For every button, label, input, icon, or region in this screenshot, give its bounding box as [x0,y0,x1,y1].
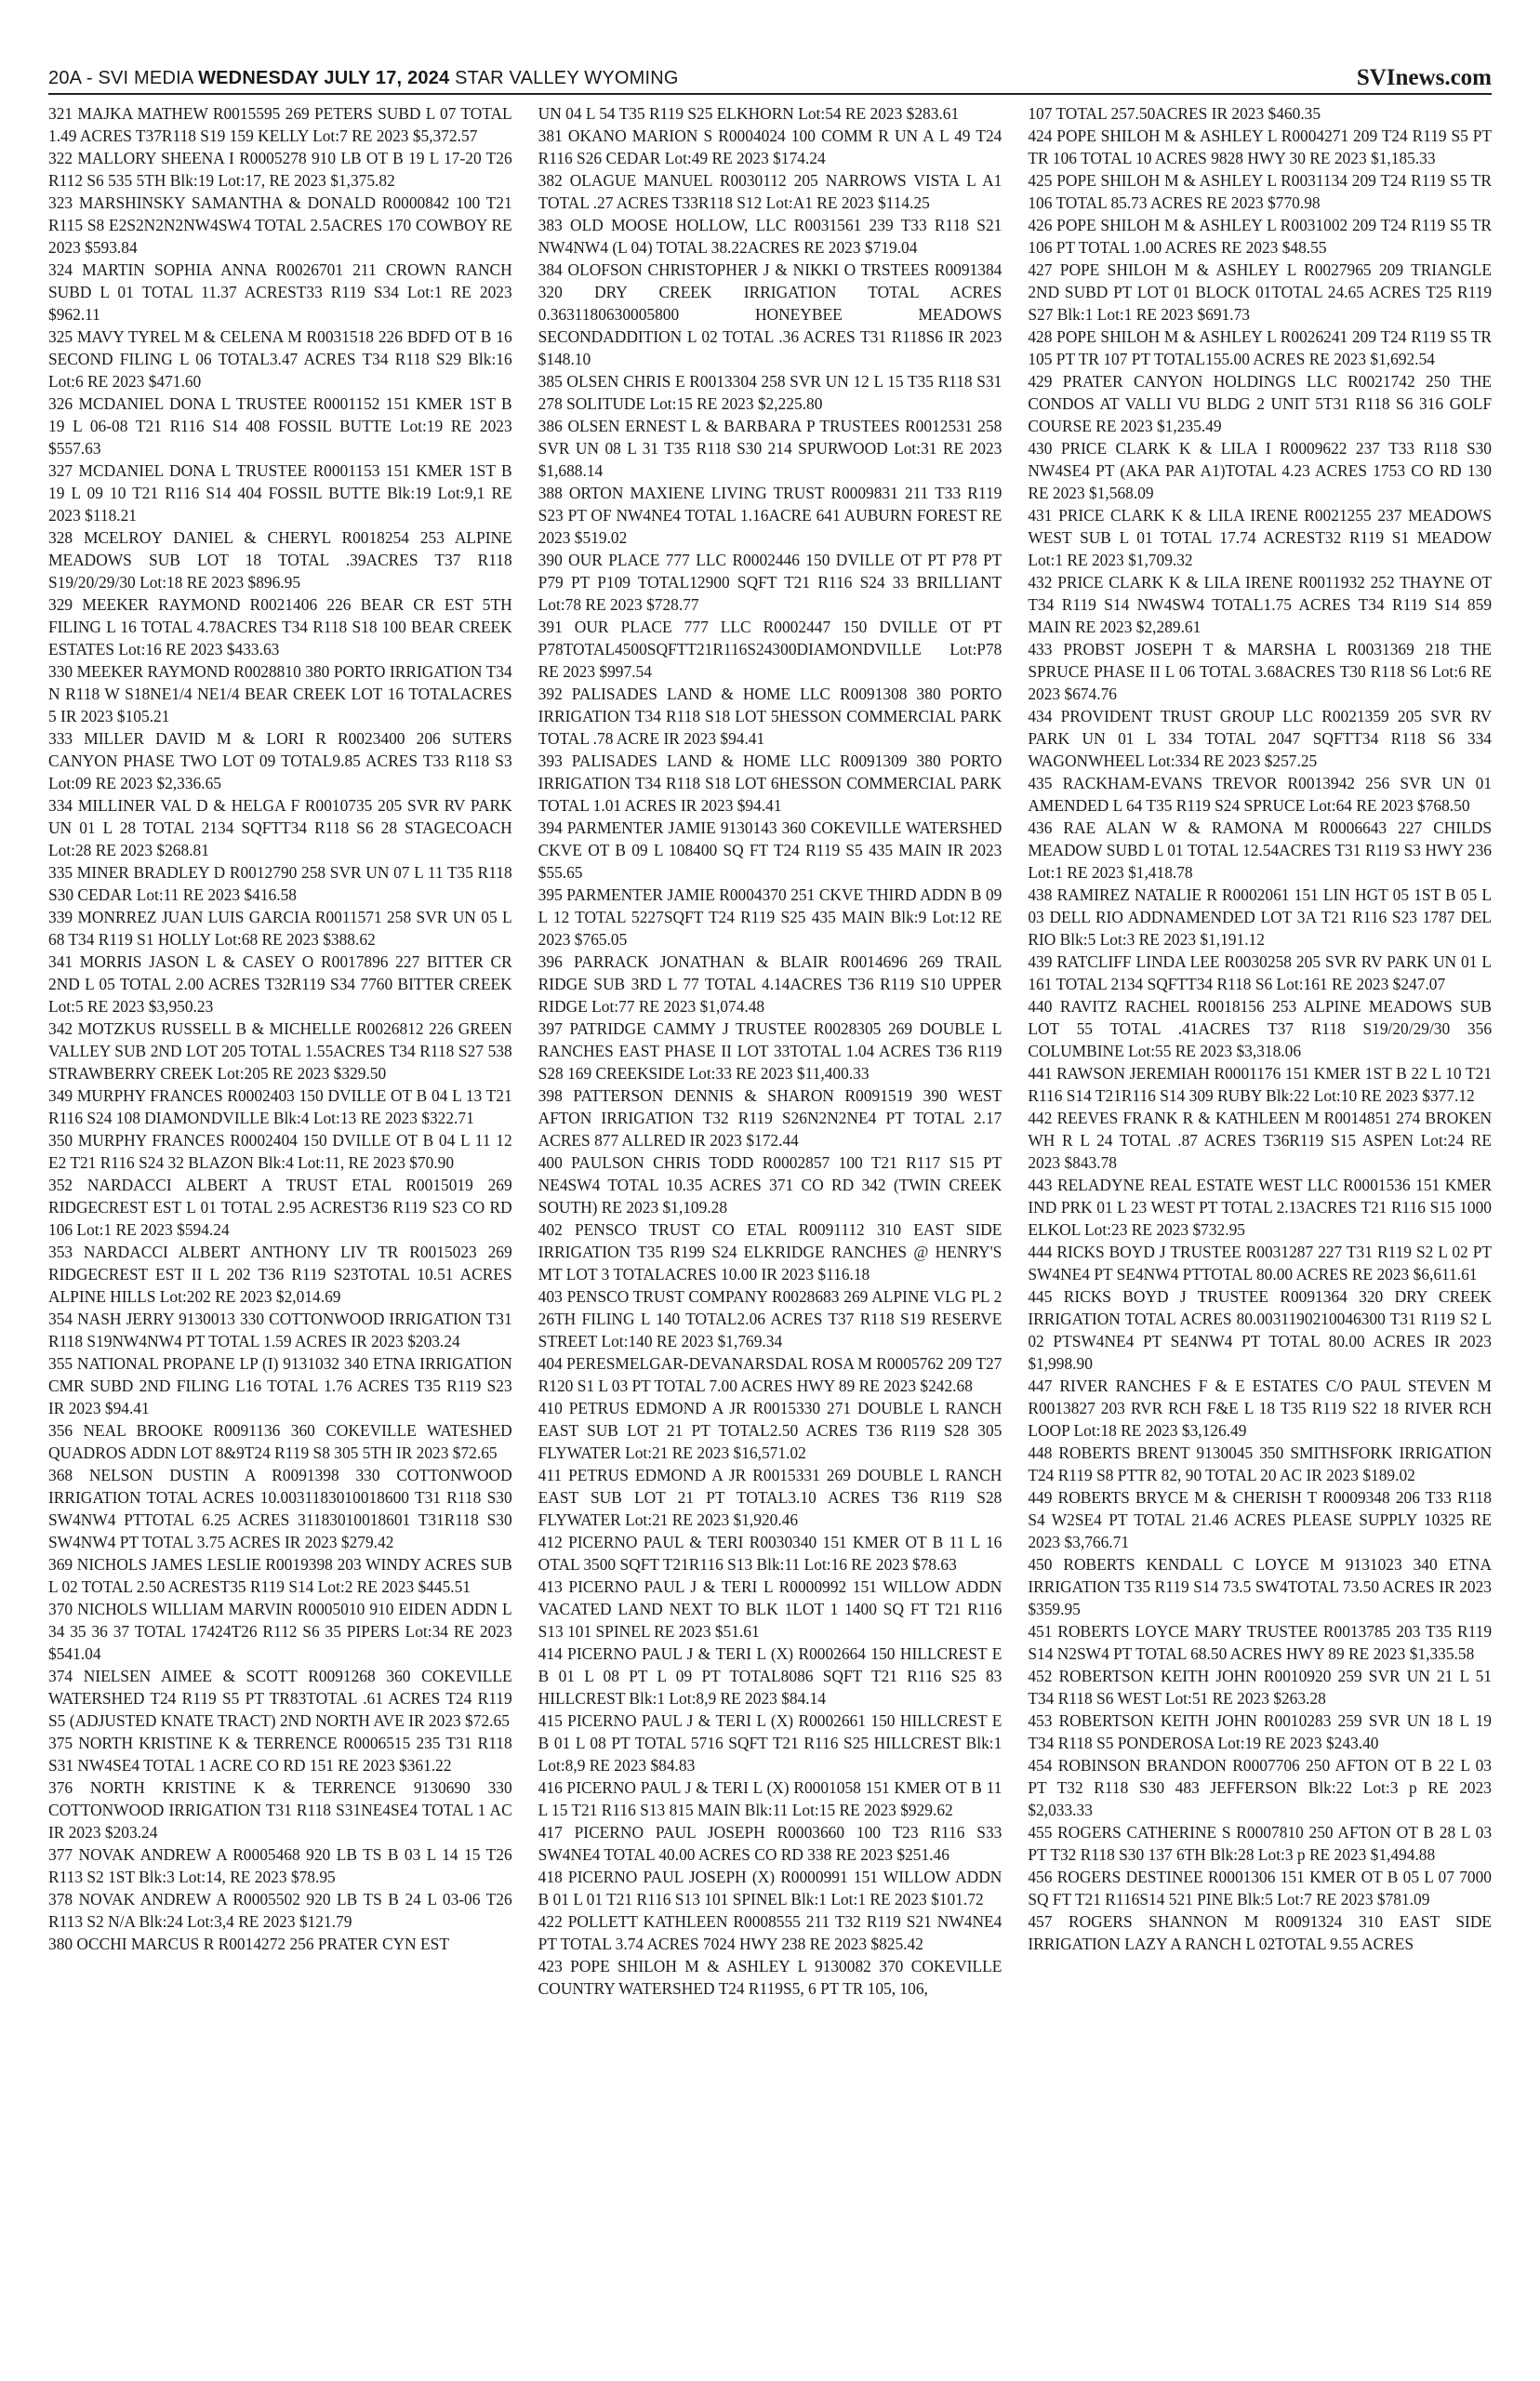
tax-listing-entry: 457 ROGERS SHANNON M R0091324 310 EAST SIDE IRRIGATION LAZY A RANCH L 02TOTAL 9.55 ACRES [1028,1912,1492,1953]
tax-listing-entry: 384 OLOFSON CHRISTOPHER J & NIKKI O TRSTEES R0091384 320 DRY CREEK IRRIGATION TOTAL ACRES 0.3631180630005800 HONEYBEE MEADOWS SECONDADDITION L 02 TOTAL .36 ACRES T31 R118S6 IR 2023 $148.10 [538,260,1002,368]
tax-listing-entry: 410 PETRUS EDMOND A JR R0015330 271 DOUBLE L RANCH EAST SUB LOT 21 PT TOTAL2.50 ACRES T36 R119 S28 305 FLYWATER Lot:21 RE 2023 $16,571.02 [538,1399,1002,1462]
tax-listing-entry: 455 ROGERS CATHERINE S R0007810 250 AFTON OT B 28 L 03 PT T32 R118 S30 137 6TH Blk:28 Lot:3 p RE 2023 $1,494.88 [1028,1823,1492,1864]
tax-listing-entry: 424 POPE SHILOH M & ASHLEY L R0004271 209 T24 R119 S5 PT TR 106 TOTAL 10 ACRES 9828 HWY 30 RE 2023 $1,185.33 [1028,126,1492,167]
tax-listing-entry: 442 REEVES FRANK R & KATHLEEN M R0014851 274 BROKEN WH R L 24 TOTAL .87 ACRES T36R119 S15 ASPEN Lot:24 RE 2023 $843.78 [1028,1109,1492,1172]
tax-listing-entry: 395 PARMENTER JAMIE R0004370 251 CKVE THIRD ADDN B 09 L 12 TOTAL 5227SQFT T24 R119 S25 435 MAIN Blk:9 Lot:12 RE 2023 $765.05 [538,885,1002,949]
issue-date: WEDNESDAY JULY 17, 2024 [198,68,450,88]
tax-listing-entry: 370 NICHOLS WILLIAM MARVIN R0005010 910 EIDEN ADDN L 34 35 36 37 TOTAL 17424T26 R112 S6 35 PIPERS Lot:34 RE 2023 $541.04 [48,1600,512,1663]
tax-listing-entry: 413 PICERNO PAUL J & TERI L R0000992 151 WILLOW ADDN VACATED LAND NEXT TO BLK 1LOT 1 1400 SQ FT T21 R116 S13 101 SPINEL RE 2023 $51.61 [538,1577,1002,1641]
tax-listing-entry: 376 NORTH KRISTINE K & TERRENCE 9130690 330 COTTONWOOD IRRIGATION T31 R118 S31NE4SE4 TOTAL 1 AC IR 2023 $203.24 [48,1778,512,1842]
tax-listing-entry: 369 NICHOLS JAMES LESLIE R0019398 203 WINDY ACRES SUB L 02 TOTAL 2.50 ACREST35 R119 S14 Lot:2 RE 2023 $445.51 [48,1555,512,1596]
tax-listing-entry: 334 MILLINER VAL D & HELGA F R0010735 205 SVR RV PARK UN 01 L 28 TOTAL 2134 SQFTT34 R118 S6 28 STAGECOACH Lot:28 RE 2023 $268.81 [48,796,512,859]
tax-listing-entry: 377 NOVAK ANDREW A R0005468 920 LB TS B 03 L 14 15 T26 R113 S2 1ST Blk:3 Lot:14, RE 2023 $78.95 [48,1845,512,1886]
tax-listing-entry: 425 POPE SHILOH M & ASHLEY L R0031134 209 T24 R119 S5 TR 106 TOTAL 85.73 ACRES RE 2023 $770.98 [1028,171,1492,212]
tax-listing-entry: 339 MONRREZ JUAN LUIS GARCIA R0011571 258 SVR UN 05 L 68 T34 R119 S1 HOLLY Lot:68 RE 2023 $388.62 [48,908,512,949]
tax-listing-entry: 349 MURPHY FRANCES R0002403 150 DVILLE OT B 04 L 13 T21 R116 S24 108 DIAMONDVILLE Blk:4 Lot:13 RE 2023 $322.71 [48,1086,512,1127]
tax-listing-entry: 438 RAMIREZ NATALIE R R0002061 151 LIN HGT 05 1ST B 05 L 03 DELL RIO ADDNAMENDED LOT 3A T21 R116 S23 1787 DEL RIO Blk:5 Lot:3 RE 2023 $1,191.12 [1028,885,1492,949]
tax-listing-entry: 322 MALLORY SHEENA I R0005278 910 LB OT B 19 L 17-20 T26 R112 S6 535 5TH Blk:19 Lot:17, RE 2023 $1,375.82 [48,149,512,190]
tax-listing-entry: 454 ROBINSON BRANDON R0007706 250 AFTON OT B 22 L 03 PT T32 R118 S30 483 JEFFERSON Blk:22 Lot:3 p RE 2023 $2,033.33 [1028,1756,1492,1819]
tax-listing-entry: 382 OLAGUE MANUEL R0030112 205 NARROWS VISTA L A1 TOTAL .27 ACRES T33R118 S12 Lot:A1 RE 2023 $114.25 [538,171,1002,212]
tax-listing-entry: 428 POPE SHILOH M & ASHLEY L R0026241 209 T24 R119 S5 TR 105 PT TR 107 PT TOTAL155.00 ACRES RE 2023 $1,692.54 [1028,327,1492,368]
tax-listing-entry: 432 PRICE CLARK K & LILA IRENE R0011932 252 THAYNE OT T34 R119 S14 NW4SW4 TOTAL1.75 ACRES T34 R119 S14 859 MAIN RE 2023 $2,289.61 [1028,573,1492,636]
section-label: 20A - SVI MEDIA [48,68,193,88]
tax-listing-entry: 378 NOVAK ANDREW A R0005502 920 LB TS B 24 L 03-06 T26 R113 S2 N/A Blk:24 Lot:3,4 RE 2023 $121.79 [48,1890,512,1931]
tax-listing-entry: 426 POPE SHILOH M & ASHLEY L R0031002 209 T24 R119 S5 TR 106 PT TOTAL 1.00 ACRES RE 2023 $48.55 [1028,216,1492,257]
tax-listing-entry: 444 RICKS BOYD J TRUSTEE R0031287 227 T31 R119 S2 L 02 PT SW4NE4 PT SE4NW4 PTTOTAL 80.00 ACRES RE 2023 $6,611.61 [1028,1243,1492,1284]
tax-listing-entry: 417 PICERNO PAUL JOSEPH R0003660 100 T23 R116 S33 SW4NE4 TOTAL 40.00 ACRES CO RD 338 RE 2023 $251.46 [538,1823,1002,1864]
tax-listing-entry: 423 POPE SHILOH M & ASHLEY L 9130082 370 COKEVILLE COUNTRY WATERSHED T24 R119S5, 6 PT TR 105, 106, [538,1957,1002,1998]
tax-listing-entry: 404 PERESMELGAR-DEVANARSDAL ROSA M R0005762 209 T27 R120 S1 L 03 PT TOTAL 7.00 ACRES HWY 89 RE 2023 $242.68 [538,1354,1002,1395]
tax-listing-entry: 329 MEEKER RAYMOND R0021406 226 BEAR CR EST 5TH FILING L 16 TOTAL 4.78ACRES T34 R118 S18 100 BEAR CREEK ESTATES Lot:16 RE 2023 $433.63 [48,595,512,658]
tax-listing-entry: 414 PICERNO PAUL J & TERI L (X) R0002664 150 HILLCREST E B 01 L 08 PT L 09 PT TOTAL8086 SQFT T21 R116 S25 83 HILLCREST Blk:1 Lot:8,9 RE 2023 $84.14 [538,1644,1002,1708]
tax-listing-entry: 443 RELADYNE REAL ESTATE WEST LLC R0001536 151 KMER IND PRK 01 L 23 WEST PT TOTAL 2.13ACRES T21 R116 S15 1000 ELKOL Lot:23 RE 2023 $732.95 [1028,1176,1492,1239]
tax-listing-entry: 327 MCDANIEL DONA L TRUSTEE R0001153 151 KMER 1ST B 19 L 09 10 T21 R116 S14 404 FOSSIL BUTTE Blk:19 Lot:9,1 RE 2023 $118.21 [48,461,512,525]
tax-listing-entry: 422 POLLETT KATHLEEN R0008555 211 T32 R119 S21 NW4NE4 PT TOTAL 3.74 ACRES 7024 HWY 238 RE 2023 $825.42 [538,1912,1002,1953]
header-left [48,68,679,93]
tax-listing-entry: 341 MORRIS JASON L & CASEY O R0017896 227 BITTER CR 2ND L 05 TOTAL 2.00 ACRES T32R119 S34 7760 BITTER CREEK Lot:5 RE 2023 $3,950.23 [48,952,512,1016]
page-header [48,61,1492,95]
tax-listing-entry: 411 PETRUS EDMOND A JR R0015331 269 DOUBLE L RANCH EAST SUB LOT 21 PT TOTAL3.10 ACRES T36 R119 S28 FLYWATER Lot:21 RE 2023 $1,920.46 [538,1466,1002,1529]
tax-listing-entry: 430 PRICE CLARK K & LILA I R0009622 237 T33 R118 S30 NW4SE4 PT (AKA PAR A1)TOTAL 4.23 ACRES 1753 CO RD 130 RE 2023 $1,568.09 [1028,439,1492,502]
tax-listing-entry: 321 MAJKA MATHEW R0015595 269 PETERS SUBD L 07 TOTAL 1.49 ACRES T37R118 S19 159 KELLY Lot:7 RE 2023 $5,372.57 [48,104,512,145]
tax-listing-entry: UN 04 L 54 T35 R119 S25 ELKHORN Lot:54 RE 2023 $283.61 [538,104,960,123]
tax-listing-entry: 352 NARDACCI ALBERT A TRUST ETAL R0015019 269 RIDGECREST EST L 01 TOTAL 2.95 ACREST36 R119 S23 CO RD 106 Lot:1 RE 2023 $594.24 [48,1176,512,1239]
tax-listing-entry: 434 PROVIDENT TRUST GROUP LLC R0021359 205 SVR RV PARK UN 01 L 334 TOTAL 2047 SQFTT34 R118 S6 334 WAGONWHEEL Lot:334 RE 2023 $257.25 [1028,707,1492,770]
tax-listing-entry: 374 NIELSEN AIMEE & SCOTT R0091268 360 COKEVILLE WATERSHED T24 R119 S5 PT TR83TOTAL .61 ACRES T24 R119 S5 (ADJUSTED KNATE TRACT) 2ND NORTH AVE IR 2023 $72.65 [48,1667,512,1730]
tax-listing-entry: 368 NELSON DUSTIN A R0091398 330 COTTONWOOD IRRIGATION TOTAL ACRES 10.0031183010018600 T31 R118 S30 SW4NW4 PTTOTAL 6.25 ACRES 31183010018601 T31R118 S30 SW4NW4 PT TOTAL 3.75 ACRES IR 2023 $279.42 [48,1466,512,1551]
location-label: STAR VALLEY WYOMING [455,68,679,88]
tax-listing-entry: 354 NASH JERRY 9130013 330 COTTONWOOD IRRIGATION T31 R118 S19NW4NW4 PT TOTAL 1.59 ACRES IR 2023 $203.24 [48,1310,512,1350]
tax-listing-entry: 383 OLD MOOSE HOLLOW, LLC R0031561 239 T33 R118 S21 NW4NW4 (L 04) TOTAL 38.22ACRES RE 2023 $719.04 [538,216,1002,257]
tax-listing-entry: 326 MCDANIEL DONA L TRUSTEE R0001152 151 KMER 1ST B 19 L 06-08 T21 R116 S14 408 FOSSIL BUTTE Lot:19 RE 2023 $557.63 [48,394,512,458]
tax-listing-entry: 445 RICKS BOYD J TRUSTEE R0091364 320 DRY CREEK IRRIGATION TOTAL ACRES 80.0031190210046300 T31 R119 S2 L 02 PTSW4NE4 PT SE4NW4 PT TOTAL 80.00 ACRES IR 2023 $1,998.90 [1028,1287,1492,1373]
tax-listing-entry: 435 RACKHAM-EVANS TREVOR R0013942 256 SVR UN 01 AMENDED L 64 T35 R119 S24 SPRUCE Lot:64 RE 2023 $768.50 [1028,774,1492,815]
tax-listing-entry: 392 PALISADES LAND & HOME LLC R0091308 380 PORTO IRRIGATION T34 R118 S18 LOT 5HESSON COMMERCIAL PARK TOTAL .78 ACRE IR 2023 $94.41 [538,685,1002,748]
tax-listing-entry: 397 PATRIDGE CAMMY J TRUSTEE R0028305 269 DOUBLE L RANCHES EAST PHASE II LOT 33TOTAL 1.04 ACRES T36 R119 S28 169 CREEKSIDE Lot:33 RE 2023 $11,400.33 [538,1019,1002,1083]
tax-listing-entry: 452 ROBERTSON KEITH JOHN R0010920 259 SVR UN 21 L 51 T34 R118 S6 WEST Lot:51 RE 2023 $263.28 [1028,1667,1492,1708]
tax-listing-entry: 416 PICERNO PAUL J & TERI L (X) R0001058 151 KMER OT B 11 L 15 T21 R116 S13 815 MAIN Blk:11 Lot:15 RE 2023 $929.62 [538,1778,1002,1819]
tax-listing-entry: 418 PICERNO PAUL JOSEPH (X) R0000991 151 WILLOW ADDN B 01 L 01 T21 R116 S13 101 SPINEL Blk:1 Lot:1 RE 2023 $101.72 [538,1868,1002,1909]
site-name[interactable]: SVInews.com [1356,65,1492,90]
tax-listing-entry: 400 PAULSON CHRIS TODD R0002857 100 T21 R117 S15 PT NE4SW4 TOTAL 10.35 ACRES 371 CO RD 342 (TWIN CREEK SOUTH) RE 2023 $1,109.28 [538,1153,1002,1217]
tax-listing-entry: 453 ROBERTSON KEITH JOHN R0010283 259 SVR UN 18 L 19 T34 R118 S5 PONDEROSA Lot:19 RE 2023 $243.40 [1028,1711,1492,1752]
tax-listing-entry: 381 OKANO MARION S R0004024 100 COMM R UN A L 49 T24 R116 S26 CEDAR Lot:49 RE 2023 $174.24 [538,126,1002,167]
tax-listing-entry: 436 RAE ALAN W & RAMONA M R0006643 227 CHILDS MEADOW SUBD L 01 TOTAL 12.54ACRES T31 R119 S3 HWY 236 Lot:1 RE 2023 $1,418.78 [1028,818,1492,882]
tax-listing-entry: 403 PENSCO TRUST COMPANY R0028683 269 ALPINE VLG PL 2 26TH FILING L 140 TOTAL2.06 ACRES T37 R118 S19 RESERVE STREET Lot:140 RE 2023 $1,769.34 [538,1287,1002,1350]
tax-listing-entry: 390 OUR PLACE 777 LLC R0002446 150 DVILLE OT PT P78 PT P79 PT P109 TOTAL12900 SQFT T21 R116 S24 33 BRILLIANT Lot:78 RE 2023 $728.77 [538,551,1002,614]
tax-listing-entry: 325 MAVY TYREL M & CELENA M R0031518 226 BDFD OT B 16 SECOND FILING L 06 TOTAL3.47 ACRES T34 R118 S29 Blk:16 Lot:6 RE 2023 $471.60 [48,327,512,391]
tax-listing-entry: 412 PICERNO PAUL & TERI R0030340 151 KMER OT B 11 L 16 OTAL 3500 SQFT T21R116 S13 Blk:11 Lot:16 RE 2023 $78.63 [538,1533,1002,1574]
tax-listing-entry: 386 OLSEN ERNEST L & BARBARA P TRUSTEES R0012531 258 SVR UN 08 L 31 T35 R118 S30 214 SPURWOOD Lot:31 RE 2023 $1,688.14 [538,417,1002,480]
tax-listing-entry: 330 MEEKER RAYMOND R0028810 380 PORTO IRRIGATION T34 N R118 W S18NE1/4 NE1/4 BEAR CREEK LOT 16 TOTALACRES 5 IR 2023 $105.21 [48,662,512,725]
tax-listing-entry: 388 ORTON MAXIENE LIVING TRUST R0009831 211 T33 R119 S23 PT OF NW4NE4 TOTAL 1.16ACRE 641 AUBURN FOREST RE 2023 $519.02 [538,484,1002,547]
tax-listing-entry: 323 MARSHINSKY SAMANTHA & DONALD R0000842 100 T21 R115 S8 E2S2N2N2NW4SW4 TOTAL 2.5ACRES 170 COWBOY RE 2023 $593.84 [48,193,512,257]
tax-listing-entry: 450 ROBERTS KENDALL C LOYCE M 9131023 340 ETNA IRRIGATION T35 R119 S14 73.5 SW4TOTAL 73.50 ACRES IR 2023 $359.95 [1028,1555,1492,1618]
tax-listing-entry: 107 TOTAL 257.50ACRES IR 2023 $460.35 [1028,104,1321,123]
tax-listing-entry: 433 PROBST JOSEPH T & MARSHA L R0031369 218 THE SPRUCE PHASE II L 06 TOTAL 3.68ACRES T30 R118 S6 Lot:6 RE 2023 $674.76 [1028,640,1492,703]
tax-listing-entry: 427 POPE SHILOH M & ASHLEY L R0027965 209 TRIANGLE 2ND SUBD PT LOT 01 BLOCK 01TOTAL 24.65 ACRES T25 R119 S27 Blk:1 Lot:1 RE 2023 $691.73 [1028,260,1492,324]
tax-listing-entry: 324 MARTIN SOPHIA ANNA R0026701 211 CROWN RANCH SUBD L 01 TOTAL 11.37 ACREST33 R119 S34 Lot:1 RE 2023 $962.11 [48,260,512,324]
tax-listing-entry: 328 MCELROY DANIEL & CHERYL R0018254 253 ALPINE MEADOWS SUB LOT 18 TOTAL .39ACRES T37 R118 S19/20/29/30 Lot:18 RE 2023 $896.95 [48,528,512,592]
tax-listing-entry: 449 ROBERTS BRYCE M & CHERISH T R0009348 206 T33 R118 S4 W2SE4 PT TOTAL 21.46 ACRES PLEASE SUPPLY 10325 RE 2023 $3,766.71 [1028,1488,1492,1551]
tax-listing-entry: 335 MINER BRADLEY D R0012790 258 SVR UN 07 L 11 T35 R118 S30 CEDAR Lot:11 RE 2023 $416.58 [48,863,512,904]
tax-listing-entry: 431 PRICE CLARK K & LILA IRENE R0021255 237 MEADOWS WEST SUB L 01 TOTAL 17.74 ACREST32 R119 S1 MEADOW Lot:1 RE 2023 $1,709.32 [1028,506,1492,569]
tax-listing-entry: 393 PALISADES LAND & HOME LLC R0091309 380 PORTO IRRIGATION T34 R118 S18 LOT 6HESSON COMMERCIAL PARK TOTAL 1.01 ACRES IR 2023 $94.41 [538,752,1002,815]
tax-listing-entry: 385 OLSEN CHRIS E R0013304 258 SVR UN 12 L 15 T35 R118 S31 278 SOLITUDE Lot:15 RE 2023 $2,225.80 [538,372,1002,413]
tax-listing-entry: 333 MILLER DAVID M & LORI R R0023400 206 SUTERS CANYON PHASE TWO LOT 09 TOTAL9.85 ACRES T33 R118 S3 Lot:09 RE 2023 $2,336.65 [48,729,512,792]
tax-listing-entry: 355 NATIONAL PROPANE LP (I) 9131032 340 ETNA IRRIGATION CMR SUBD 2ND FILING L16 TOTAL 1.76 ACRES T35 R119 S23 IR 2023 $94.41 [48,1354,512,1417]
tax-listing-entry: 350 MURPHY FRANCES R0002404 150 DVILLE OT B 04 L 11 12 E2 T21 R116 S24 32 BLAZON Blk:4 Lot:11, RE 2023 $70.90 [48,1131,512,1172]
tax-listing-entry: 375 NORTH KRISTINE K & TERRENCE R0006515 235 T31 R118 S31 NW4SE4 TOTAL 1 ACRE CO RD 151 RE 2023 $361.22 [48,1734,512,1775]
tax-listing-entry: 447 RIVER RANCHES F & E ESTATES C/O PAUL STEVEN M R0013827 203 RVR RCH F&E L 18 T35 R119 S22 18 RIVER RCH LOOP Lot:18 RE 2023 $3,126.49 [1028,1377,1492,1440]
tax-listing-entry: 456 ROGERS DESTINEE R0001306 151 KMER OT B 05 L 07 7000 SQ FT T21 R116S14 521 PINE Blk:5 Lot:7 RE 2023 $781.09 [1028,1868,1492,1909]
tax-listing-entry: 440 RAVITZ RACHEL R0018156 253 ALPINE MEADOWS SUB LOT 55 TOTAL .41ACRES T37 R118 S19/20/29/30 356 COLUMBINE Lot:55 RE 2023 $3,318.06 [1028,997,1492,1060]
tax-listing-entry: 415 PICERNO PAUL J & TERI L (X) R0002661 150 HILLCREST E B 01 L 08 PT TOTAL 5716 SQFT T21 R116 S25 HILLCREST Blk:1 Lot:8,9 RE 2023 $84.83 [538,1711,1002,1775]
column-1 [48,102,512,2379]
tax-listing-entry: 402 PENSCO TRUST CO ETAL R0091112 310 EAST SIDE IRRIGATION T35 R199 S24 ELKRIDGE RANCHES @ HENRY'S MT LOT 3 TOTALACRES 10.00 IR 2023 $116.18 [538,1220,1002,1284]
tax-listing-entry: 396 PARRACK JONATHAN & BLAIR R0014696 269 TRAIL RIDGE SUB 3RD L 77 TOTAL 4.14ACRES T36 R119 S10 UPPER RIDGE Lot:77 RE 2023 $1,074.48 [538,952,1002,1016]
column-2 [538,102,1002,2379]
tax-listing-entry: 451 ROBERTS LOYCE MARY TRUSTEE R0013785 203 T35 R119 S14 N2SW4 PT TOTAL 68.50 ACRES HWY 89 RE 2023 $1,335.58 [1028,1622,1492,1663]
tax-listing-entry: 439 RATCLIFF LINDA LEE R0030258 205 SVR RV PARK UN 01 L 161 TOTAL 2134 SQFTT34 R118 S6 Lot:161 RE 2023 $247.07 [1028,952,1492,993]
legal-notice-columns [48,102,1492,2379]
tax-listing-entry: 342 MOTZKUS RUSSELL B & MICHELLE R0026812 226 GREEN VALLEY SUB 2ND LOT 205 TOTAL 1.55ACRES T34 R118 S27 538 STRAWBERRY CREEK Lot:205 RE 2023 $329.50 [48,1019,512,1083]
tax-listing-entry: 398 PATTERSON DENNIS & SHARON R0091519 390 WEST AFTON IRRIGATION T32 R119 S26N2N2NE4 PT TOTAL 2.17 ACRES 877 ALLRED IR 2023 $172.44 [538,1086,1002,1150]
tax-listing-entry: 441 RAWSON JEREMIAH R0001176 151 KMER 1ST B 22 L 10 T21 R116 S14 T21R116 S14 309 RUBY Blk:22 Lot:10 RE 2023 $377.12 [1028,1064,1492,1105]
column-3 [1028,102,1492,2379]
tax-listing-entry: 394 PARMENTER JAMIE 9130143 360 COKEVILLE WATERSHED CKVE OT B 09 L 108400 SQ FT T24 R119 S5 435 MAIN IR 2023 $55.65 [538,818,1002,882]
tax-listing-entry: 353 NARDACCI ALBERT ANTHONY LIV TR R0015023 269 RIDGECREST EST II L 202 T36 R119 S23TOTAL 10.51 ACRES ALPINE HILLS Lot:202 RE 2023 $2,014.69 [48,1243,512,1306]
tax-listing-entry: 429 PRATER CANYON HOLDINGS LLC R0021742 250 THE CONDOS AT VALLI VU BLDG 2 UNIT 5T31 R118 S6 316 GOLF COURSE RE 2023 $1,235.49 [1028,372,1492,435]
tax-listing-entry: 356 NEAL BROOKE R0091136 360 COKEVILLE WATESHED QUADROS ADDN LOT 8&9T24 R119 S8 305 5TH IR 2023 $72.65 [48,1421,512,1462]
tax-listing-entry: 380 OCCHI MARCUS R R0014272 256 PRATER CYN EST [48,1935,449,1953]
tax-listing-entry: 391 OUR PLACE 777 LLC R0002447 150 DVILLE OT PT P78TOTAL4500SQFTT21R116S24300DIAMONDVILLE Lot:P78 RE 2023 $997.54 [538,618,1002,681]
tax-listing-entry: 448 ROBERTS BRENT 9130045 350 SMITHSFORK IRRIGATION T24 R119 S8 PTTR 82, 90 TOTAL 20 AC IR 2023 $189.02 [1028,1443,1492,1484]
